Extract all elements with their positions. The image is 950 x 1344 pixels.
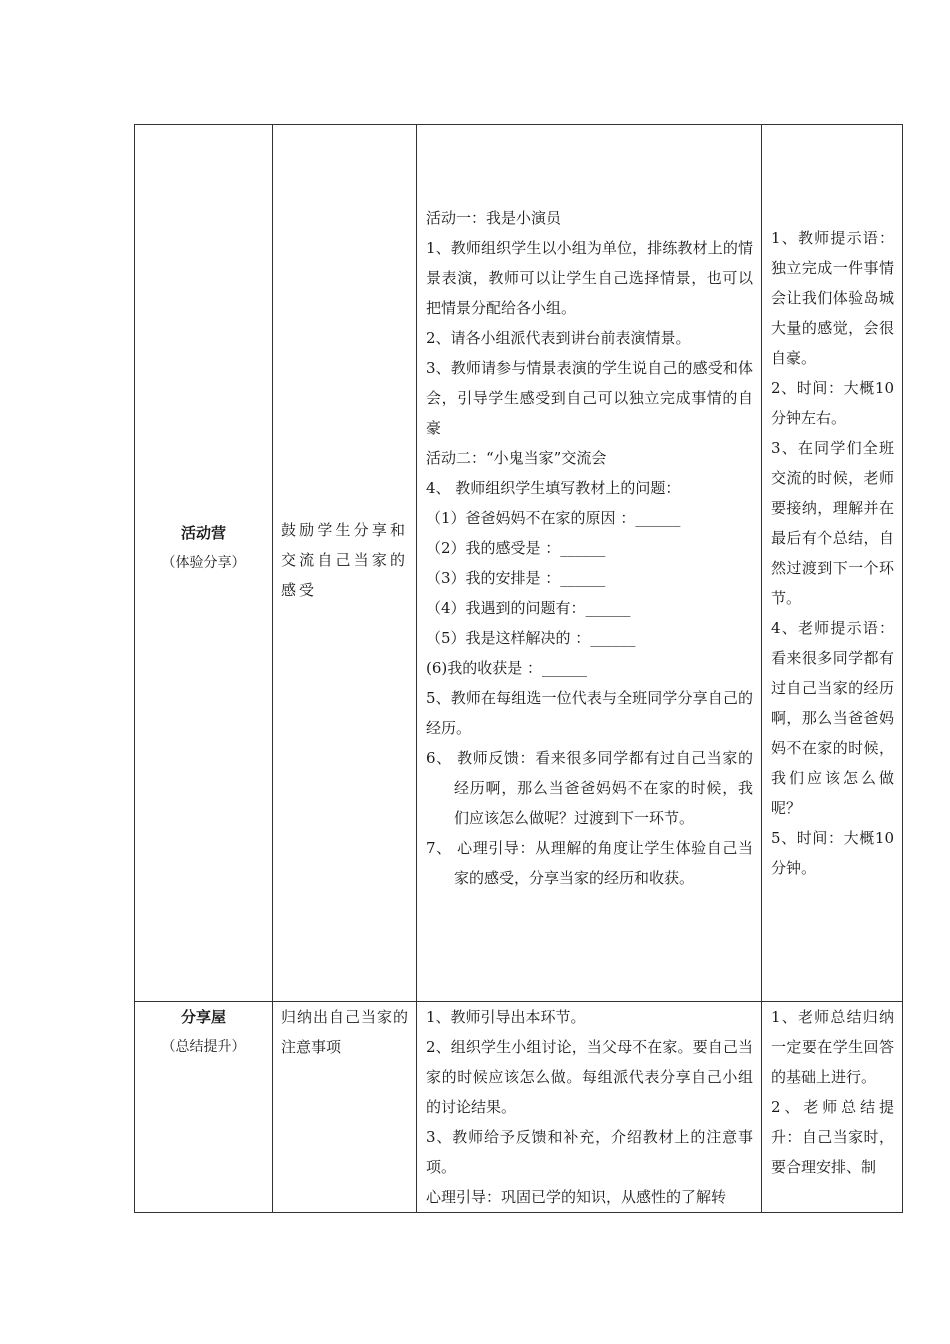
note-item: 5、时间：大概10分钟。	[771, 829, 894, 877]
question-item: （5）我是这样解决的 ：______	[426, 629, 636, 647]
process-cell	[417, 125, 762, 1002]
table-row-activity	[135, 125, 903, 1002]
notes-cell	[762, 1002, 903, 1213]
question-item: （1）爸爸妈妈不在家的原因 ：______	[426, 509, 681, 527]
process-step: 4、 教师组织学生填写教材上的问题：	[426, 479, 681, 497]
activity-title: 活动一：我是小演员	[426, 209, 562, 227]
process-step: 2、请各小组派代表到讲台前表演情景。	[426, 329, 691, 347]
lesson-plan-table	[134, 124, 903, 1213]
stage-cell	[135, 125, 273, 1002]
note-item: 4、老师提示语：看来很多同学都有过自己当家的经历啊，那么当爸爸妈妈不在家的时候，我们应该怎么做呢？	[771, 619, 894, 817]
stage-title: 活动营	[180, 524, 226, 542]
question-item: （2）我的感受是 ：______	[426, 539, 606, 557]
process-step: 3、教师给予反馈和补充，介绍教材上的注意事项。	[426, 1128, 753, 1176]
process-cell	[417, 1002, 762, 1213]
goal-cell	[273, 125, 417, 1002]
process-step: 2、组织学生小组讨论，当父母不在家。要自己当家的时候应该怎么做。每组派代表分享自己小组的讨论结果。	[426, 1038, 753, 1116]
question-item: （3）我的安排是 ：______	[426, 569, 606, 587]
note-item: 2、时间：大概10分钟左右。	[771, 379, 894, 427]
process-step: 5、教师在每组选一位代表与全班同学分享自己的经历。	[426, 689, 753, 737]
note-item: 1、教师提示语：独立完成一件事情会让我们体验岛城大量的感觉，会很自豪。	[771, 229, 894, 367]
stage-title: 分享屋	[180, 1008, 226, 1026]
notes-cell	[762, 125, 903, 1002]
question-item: (6)我的收获是 ：______	[426, 659, 588, 677]
stage-subtitle: （总结提升）	[161, 1039, 246, 1055]
question-item: （4）我遇到的问题有：______	[426, 599, 631, 617]
stage-cell	[135, 1002, 273, 1213]
process-step: 1、教师组织学生以小组为单位，排练教材上的情景表演，教师可以让学生自己选择情景，也可以把情景分配给各小组。	[426, 239, 753, 317]
process-step: 7、 心理引导：从理解的角度让学生体验自己当家的感受，分享当家的经历和收获。	[426, 839, 753, 887]
stage-subtitle: （体验分享）	[161, 555, 246, 571]
process-step: 心理引导：巩固已学的知识，从感性的了解转	[426, 1188, 727, 1206]
process-step: 6、 教师反馈：看来很多同学都有过自己当家的经历啊，那么当爸爸妈妈不在家的时候，我们应该怎么做呢？过渡到下一环节。	[426, 749, 753, 827]
process-step: 1、教师引导出本环节。	[426, 1008, 586, 1026]
goal-text: 鼓励学生分享和交流自己当家的感受	[281, 521, 408, 599]
note-item: 1、老师总结归纳一定要在学生回答的基础上进行。	[771, 1008, 894, 1086]
process-step: 3、教师请参与情景表演的学生说自己的感受和体会，引导学生感受到自己可以独立完成事情的自豪	[426, 359, 753, 437]
activity-title: 活动二：“小鬼当家”交流会	[426, 449, 607, 467]
goal-text: 归纳出自己当家的注意事项	[281, 1008, 408, 1056]
note-item: 3、在同学们全班交流的时候，老师要接纳，理解并在最后有个总结，自然过渡到下一个环节。	[771, 439, 894, 607]
table-row-summary	[135, 1002, 903, 1213]
goal-cell	[273, 1002, 417, 1213]
note-item: 2、老师总结提升：自己当家时，要合理安排、制	[771, 1098, 894, 1176]
